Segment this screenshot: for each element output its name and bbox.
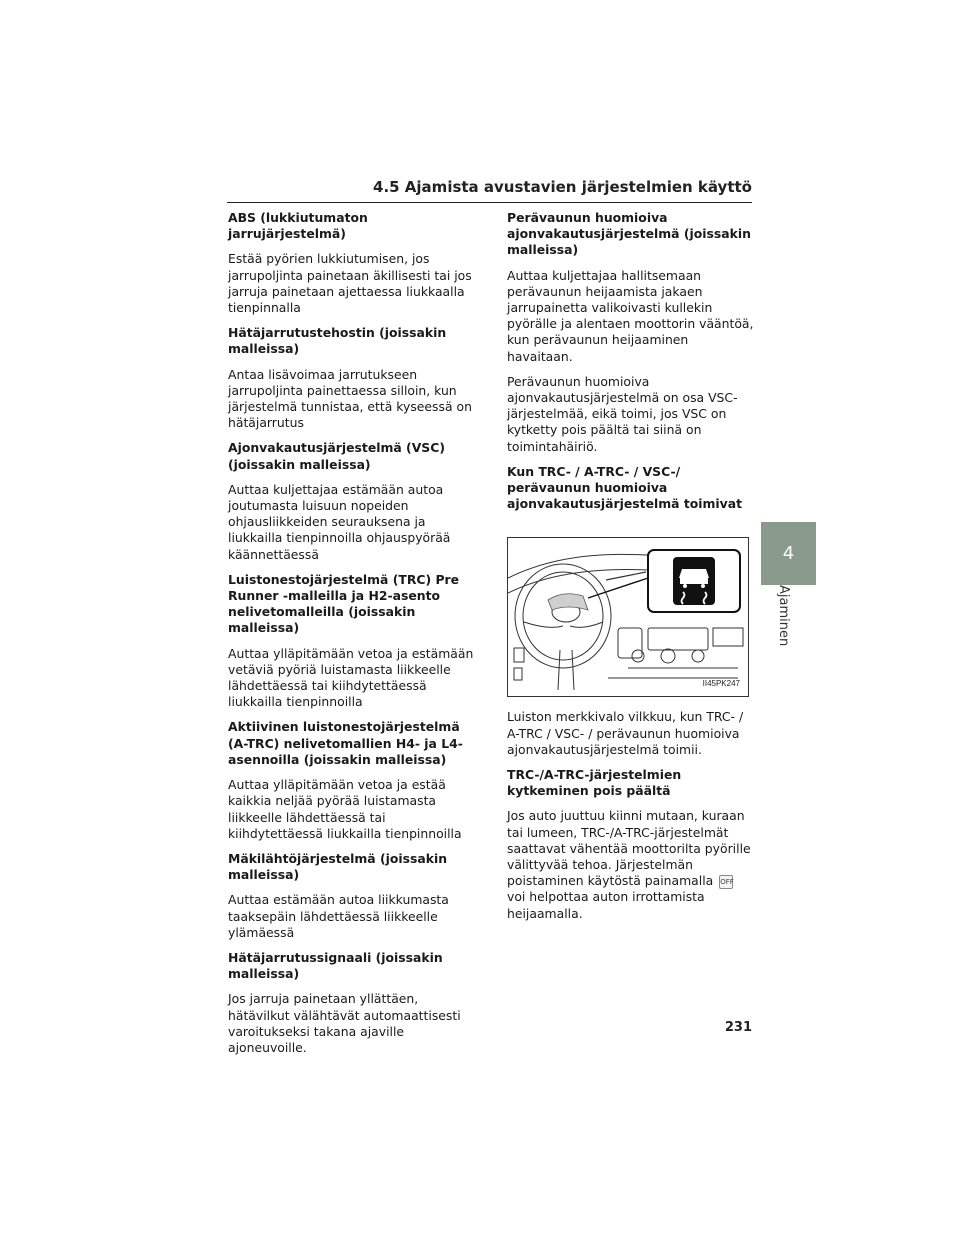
section-hill-start (228, 851, 478, 941)
chapter-label-area (761, 585, 816, 650)
section-a-trc (228, 719, 478, 841)
figure-caption: Luiston merkkivalo vilkkuu, kun TRC- / A-TRC / VSC- / perävaunun huomioiva ajonvakautusjärjestelmä toimii. (507, 709, 744, 757)
section-brake-assist (228, 325, 478, 431)
left-column (228, 210, 478, 1065)
section-emergency-signal (228, 950, 478, 1056)
heading-vsc: Ajonvakautusjärjestelmä (VSC) (joissakin malleissa) (228, 440, 445, 472)
heading-abs: ABS (lukkiutumaton jarrujärjestelmä) (228, 210, 368, 242)
right-column (507, 210, 757, 931)
text-trc-off (507, 808, 757, 921)
meter-highlight (548, 594, 588, 610)
heading-brake-assist: Hätäjarrutustehostin (joissakin malleissa) (228, 325, 447, 357)
dashboard-drawing (508, 538, 748, 696)
heading-a-trc: Aktiivinen luistonestojärjestelmä (A-TRC) nelivetomallien H4- ja L4-asennoilla (joissakin malleissa) (228, 719, 463, 767)
text-abs: Estää pyörien lukkiutumisen, jos jarrupoljinta painetaan äkillisesti tai jos jarruja painetaan ajettaessa liukkaalla tienpinnalla (228, 251, 472, 316)
text-hill-start: Auttaa estämään autoa liikkumasta taaksepäin lähdettäessä liikkeelle ylämäessä (228, 892, 449, 940)
figure-code: II45PK247 (702, 679, 740, 689)
section-title: 4.5 Ajamista avustavien järjestelmien käyttö (373, 178, 752, 196)
section-trc (228, 572, 478, 711)
section-vsc (228, 440, 478, 562)
chapter-tab (761, 522, 816, 585)
text-trailer-sway-2: Perävaunun huomioiva ajonvakautusjärjestelmä on osa VSC-järjestelmää, eikä toimi, jos VSC on kytketty pois päältä tai siinä on toimintahäiriö. (507, 373, 738, 454)
heading-emergency-signal: Hätäjarrutussignaali (joissakin malleissa) (228, 949, 443, 982)
heading-trc: Luistonestojärjestelmä (TRC) Pre Runner -malleilla ja H2-asento nelivetomalleilla (joissakin malleissa) (228, 571, 460, 636)
dashboard-illustration (507, 537, 749, 697)
chapter-label: Ajaminen (776, 585, 791, 647)
text-trailer-sway-1: Auttaa kuljettajaa hallitsemaan perävaunun heijaamista jakaen jarrupainetta valikoivasti kullekin pyörälle ja alentaen moottorin vääntöä, kun perävaunun heijaaminen havaitaan. (507, 267, 754, 364)
heading-hill-start: Mäkilähtöjärjestelmä (joissakin malleissa) (228, 850, 448, 883)
text-vsc: Auttaa kuljettajaa estämään autoa joutumasta luisuun nopeiden ohjausliikkeiden seurauksena ja liukkailla tienpinnoilla ohjauspyörää käännettäessä (228, 481, 451, 562)
chapter-number: 4 (782, 543, 795, 564)
text-trc: Auttaa ylläpitämään vetoa ja estämään vetäviä pyöriä luistamasta liikkeelle lähdettäessä tai kiihdytettäessä liukkailla tienpinnoilla (228, 645, 474, 710)
page-number: 231 (724, 1020, 752, 1035)
text-trc-off-part1: Jos auto juuttuu kiinni mutaan, kuraan tai lumeen, TRC-/A-TRC-järjestelmät saattavat vähentää moottorilta pyörille välittyvää tehoa. Järjestelmän poistaminen käytöstä painamalla (507, 808, 751, 889)
text-a-trc: Auttaa ylläpitämään vetoa ja estää kaikkia neljää pyörää luistamasta liikkeelle lähdettäessä tai kiihdytettäessä liukkailla tienpinnoilla (228, 777, 462, 841)
slip-indicator-icon (648, 550, 740, 612)
vsc-off-switch-icon: OFF (719, 875, 733, 889)
text-emergency-signal: Jos jarruja painetaan yllättäen, hätävilkut välähtävät automaattisesti varoitukseksi takana ajaville ajoneuvoille. (228, 991, 461, 1055)
heading-systems-operating: Kun TRC- / A-TRC- / VSC-/ perävaunun huomioiva ajonvakautusjärjestelmä toimivat (507, 463, 743, 512)
section-header (227, 178, 752, 203)
text-brake-assist: Antaa lisävoimaa jarrutukseen jarrupoljinta painettaessa silloin, kun järjestelmä tunnistaa, että kyseessä on hätäjarrutus (228, 366, 472, 431)
heading-trc-off: TRC-/A-TRC-järjestelmien kytkeminen pois päältä (507, 767, 682, 799)
heading-trailer-sway: Perävaunun huomioiva ajonvakautusjärjestelmä (joissakin malleissa) (507, 210, 751, 258)
section-abs (228, 210, 478, 316)
text-trc-off-part2: voi helpottaa auton irrottamista heijaamalla. (507, 889, 705, 921)
